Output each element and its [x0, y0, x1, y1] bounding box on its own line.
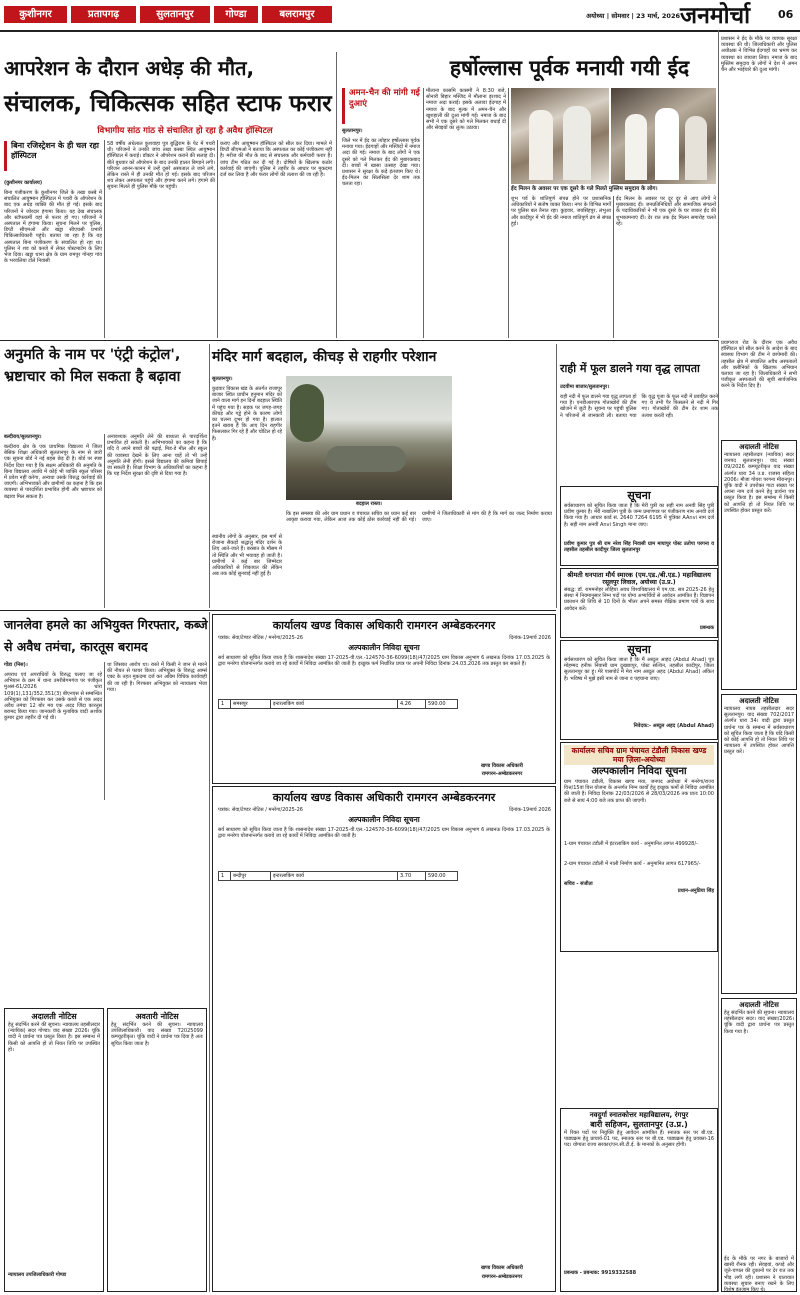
suchna-1-body: सर्वसाधारण को सूचित किया जाता है कि मेरी पुत्री का सही नाम अनवी सिंह पुत्री प्रवीण कुमार है। मेरी नाबालिग पुत्री के जन्म प्रमाणपत्र पर पंजीकरण नाम अनवी दर्ज किया गया है। आधार कार्ड सं. 2640 7264 6195 में पुत्रिका AAnvi नाम दर्ज है। सही नाम अनवी Anvi Singh माना जाए। — [564, 503, 714, 528]
eid-byline: सुलतानपुर। — [342, 128, 363, 134]
right-court-notice-3 — [721, 998, 797, 1292]
tender-2-footer: खण्ड विकास अधिकारी — [481, 1265, 523, 1271]
col-divider — [508, 88, 509, 338]
bed-college-body: में रिक्त पदों पर नियुक्ति हेतु आवेदन आमंत्रित हैं। स्नातक स्तर पर बी.एड. पाठ्यक्रम हेतु प्राचार्य-01 पद, स्नातक स्तर पर बी.एड. पाठ्यक्रम हेतु प्रवक्ता-16 पद। योग्यता राज्य सरकार/एन.सी.टी.ई. के मानकों के अनुसार होगी। — [564, 1130, 714, 1149]
suchna-2-body: सर्वसाधारण को सूचित किया जाता है कि मैं अब्दुल आहद (Abdul Ahad) पुत्र मोहम्मद हनीफ निवासी ग्राम दुखछापुर, पोस्ट सत्थिन, तहसील कादीपुर, जिला सुलतानपुर का हूं। मेरे पासपोर्ट में मेरा नाम अब्दुल अहद (Abdul Ahad) अंकित है। भविष्य में मुझे इसी नाम से जाना व पहचाना जाए। — [564, 657, 714, 682]
suchna-1-title: सूचना — [627, 489, 651, 502]
entry-body-2: अनावश्यक अनुमति लेने की बाध्यता से पारदर्शिता प्रभावित हो सकती है। अभिभावकों का कहना है कि यदि वे अपने बच्चों की पढ़ाई, मिड-डे मील और स्कूल की व्यवस्था देखने के लिए आना चाहें तो भी उन्हें अनुमति लेनी होगी। इससे विद्यालय की कमियां छिपाई जा सकती हैं। शिक्षा विभाग के अधिकारियों का कहना है कि यह निर्देश सुरक्षा की दृष्टि से दिया गया है। — [107, 434, 207, 478]
tender-1-body: सर्व साधारण को सूचित किया जाता है कि शासनादेश संख्या 17-2025-वी.एल.-124570-36-6099(18)/47/2025 ग्राम विकास अनुभाग 6 लखनऊ दिनांक 17.03.2025 के द्वारा मनरेगा योजनान्तर्गत कराये जा रहे कार्यों में निविदा आमंत्रित की जाती है। इच्छुक फर्म निर्धारित प्रपत्र पर अपनी निविदा दिनांक 24.03.2026 तक प्रस्तुत कर सकते हैं। — [218, 655, 550, 668]
photo-figure — [685, 116, 707, 180]
tender-notice-1 — [212, 614, 556, 784]
table-cell: बन्दीपुर — [231, 872, 271, 881]
table-row — [219, 872, 458, 881]
eid-kicker: अमन-चैन की मांगी गई दुआएं — [349, 88, 420, 109]
suchna-1-sign: प्रवीण कुमार पुत्र श्री राम नरेश सिंह निवासी ग्राम मायापुर पोस्ट उतोपा परगना व तहसील तहसील कादीपुर जिला सुलतानपुर — [564, 541, 714, 554]
tender-2-table — [218, 871, 458, 881]
table-cell: 1 — [219, 700, 231, 709]
col-divider — [423, 88, 424, 338]
masthead-rule — [0, 30, 800, 32]
left-court-2-body: हेतु संदर्भित करने की सूचना। न्यायालय उपजिलाधिकारी। वाद संख्या T2025099 कम्प्यूटरीकृत। चूंकि वादी ने प्रार्थना पत्र दिया है अतः सूचित किया जाता है। — [111, 1022, 203, 1047]
right-court-1-body: न्यायालय तहसीलदार (न्यायिक) सदर जनपद सुलतानपुर। वाद संख्या 09/2026 कम्प्यूटरीकृत वाद संख्या अंतर्गत धारा 34 उ.प्र. राजस्व संहिता 2006। मौजा गोयरा परगना मीरानपुर। चूंकि वादी ने उपरोक्त गाटा संख्या पर अपना नाम दर्ज करने हेतु प्रार्थना पत्र प्रस्तुत किया है। इस सम्बन्ध में किसी को आपत्ति हो तो नियत तिथि पर उपस्थित होकर प्रस्तुत करें। — [724, 452, 794, 514]
tender-1-footer: खण्ड विकास अधिकारी — [481, 763, 523, 769]
table-cell: 1 — [219, 872, 231, 881]
tender-2-subtitle: अल्पकालीन निविदा सूचना — [348, 815, 420, 824]
right-body-2: ईद के मौके पर नगर के बाजारों में खासी रौनक रही। सेवइयां, कपड़े और जूते-चप्पल की दुकानों पर देर रात तक भीड़ लगी रही। प्रशासन ने यातायात व्यवस्था सुचारु बनाए रखने के लिए विशेष इंतजाम किए थे। — [724, 1256, 794, 1294]
section-tab[interactable]: सुलतानपुर — [140, 6, 210, 23]
entry-byline: बल्दीराय/सुलतानपुर। — [4, 434, 42, 440]
tender-2-ref: पत्रांक: सेवा/टेण्डर नोटिस / मनरेगा/2025-26 — [218, 807, 303, 813]
col-divider — [613, 196, 614, 338]
temple-byline: सुलतानपुर। — [212, 376, 233, 382]
tender-1-ref: पत्रांक: सेवा/टेण्डर नोटिस / मनरेगा/2025-26 — [218, 635, 303, 641]
col-divider — [718, 30, 719, 338]
left-court-1-title: अदालती नोटिस — [31, 1012, 77, 1021]
photo-puddle — [326, 446, 406, 472]
tender-1-title: कार्यालय खण्ड विकास अधिकारी रामगरन अम्बेडकरनगर — [272, 619, 496, 632]
tender-1-table — [218, 699, 458, 709]
flowers-body: राही नदी में फूल डालने गया वृद्ध लापता हो गया है। एनडीआरएफ गोताखोरों की टीम खोजने में जुटी है। सूचना पर पहुंची पुलिस ने परिजनों से जानकारी ली। बताया गया कि वृद्ध पूजा के फूल नदी में प्रवाहित करने गए थे तभी पैर फिसलने से नदी में गिर गए। गोताखोरों की टीम देर शाम तक तलाश करती रही। — [560, 394, 718, 419]
bed-college-notice — [560, 1108, 718, 1292]
table-cell: 590.00 — [426, 700, 458, 709]
temple-body-2: स्थानीय लोगों के अनुसार, इस मार्ग से रोजाना सैकड़ों श्रद्धालु मंदिर दर्शन के लिए आते-जाते हैं। बरसात के मौसम में तो स्थिति और भी भयावह हो जाती है। ग्रामीणों ने कई बार जिम्मेदार अधिकारियों से शिकायत की लेकिन अब तक कोई सुनवाई नहीं हुई है। — [212, 534, 282, 578]
college-subtitle: रसूलपुर लिवाल, अयोध्या (उ.प्र.) — [602, 579, 676, 586]
suchna-notice-2 — [560, 640, 718, 740]
left-court-1-sign: न्यायालय उपजिलाधिकारी गोण्डा — [8, 1272, 67, 1278]
right-court-1-title: अदालती नोटिस — [739, 443, 779, 451]
table-cell: 590.00 — [426, 872, 458, 881]
temple-body-3: कि इस समस्या की ओर ग्राम प्रधान व पंचायत सचिव का ध्यान कई बार आकृष्ट कराया गया, लेकिन आज तक कोई ठोस कार्रवाई नहीं की गई। ग्रामीणों ने जिलाधिकारी से मांग की है कि मार्ग का जल्द निर्माण कराया जाए। — [286, 511, 552, 524]
eid-col-1: जिले भर में ईद का त्योहार हर्षोल्लास पूर्वक मनाया गया। ईदगाहों और मस्जिदों में नमाज अदा की गई। नमाज के बाद लोगों ने एक दूसरे को गले मिलकर ईद की मुबारकबाद दी। बच्चों में खासा उत्साह देखा गया। प्रशासन ने सुरक्षा के कड़े इंतजाम किए थे। ईद-मिलन का सिलसिला देर शाम तक चलता रहा। — [342, 138, 420, 188]
bed-college-title: नवदुर्गा स्नातकोत्तर महाविद्यालय, रंगपुर — [589, 1111, 689, 1119]
col-divider — [209, 344, 210, 608]
page-number: 06 — [778, 8, 794, 21]
eid-kicker-box — [342, 88, 420, 124]
col-divider — [217, 140, 218, 338]
arrest-byline: गोंडा (निस)। — [4, 662, 28, 668]
lead-headline-1: आपरेशन के दौरान अधेड़ की मौत, — [4, 56, 255, 80]
section-rule — [0, 340, 718, 341]
suchna-notice-1 — [560, 486, 718, 566]
entry-headline: अनुमति के नाम पर 'एंट्री कंट्रोल', भ्रष्टाचार को मिल सकता है बढ़ावा — [4, 347, 181, 385]
suchna-2-sign: निवेदक:- अब्दुल अहद (Abdul Ahad) — [633, 723, 714, 729]
section-tab[interactable]: कुशीनगर — [4, 6, 67, 23]
tender-1-subtitle: अल्पकालीन निविदा सूचना — [348, 643, 420, 652]
lead-col-3: कराए और आयुष्मान हॉस्पिटल को सील कर दिया। मामले में डिप्टी सीएमओ ने बताया कि अस्पताल का कोई पंजीकरण नहीं है। मरीज की मौत के बाद से संचालक और कर्मचारी फरार हैं। जांच टीम गठित कर दी गई है। दोषियों के खिलाफ कठोर कार्रवाई की जाएगी। पुलिस ने तहरीर के आधार पर मुकदमा दर्ज कर लिया है और फरार लोगों की तलाश की जा रही है। — [220, 141, 332, 179]
tender-3-sign-1: सचिव - संजीता — [564, 881, 593, 887]
section-bar — [0, 0, 560, 28]
temple-body: कुड़वार विकास खंड के अंतर्गत राजापुर बाजार स्थित प्राचीन हनुमान मंदिर को जाने वाला मार्ग इन दिनों बदहाल स्थिति में पहुंच गया है। सड़क पर जगह-जगह कीचड़ और गड्ढे होने के कारण लोगों का चलना दूभर हो गया है। हालात इतने खराब हैं कि आए दिन राहगीर फिसलकर गिर रहे हैं और चोटिल हो रहे हैं। — [212, 386, 282, 442]
section-tab[interactable]: गोण्डा — [214, 6, 258, 23]
college-sign: प्रबन्धक — [699, 625, 714, 631]
lead-kicker-text: बिना रजिस्ट्रेशन के ही चल रहा हॉस्पिटल — [11, 141, 99, 160]
eid-col-5: प्रशासन ने ईद के मौके पर व्यापक सुरक्षा व्यवस्था की थी। जिलाधिकारी और पुलिस अधीक्षक ने विभिन्न ईदगाहों का भ्रमण कर व्यवस्था का जायजा लिया। नमाज के बाद मुस्लिम समुदाय के लोगों ने देश में अमन चैन और भाईचारे की दुआ मांगी। — [721, 36, 797, 74]
right-court-2-body: न्यायालय नायब तहसीलदार सदर सुलतानपुर। वाद संख्या 702/2017 अंतर्गत धारा 34। वादी द्वारा प्रस्तुत प्रार्थना पत्र के सम्बन्ध में सर्वसाधारण को सूचित किया जाता है कि यदि किसी को कोई आपत्ति हो तो नियत तिथि पर न्यायालय में उपस्थित होकर आपत्ति प्रस्तुत करें। — [724, 706, 794, 756]
right-court-notice-2 — [721, 694, 797, 994]
eid-col-4: ईद मिलन के अवसर पर दूर दूर से आए लोगों ने मुबारकबाद दी। जनप्रतिनिधियों और सामाजिक संगठनों के पदाधिकारियों ने भी एक दूसरे के घर जाकर ईद की शुभकामनाएं दीं। देर रात तक ईद मिलन समारोह चलते रहे। — [616, 196, 716, 227]
photo-figure — [563, 106, 591, 180]
eid-col-2: मौलाना कासमि कासमी ने 8:30 बजे, सोनारी बिहार मस्जिद में मौलाना इरशाद ने नमाज अदा कराई। इसके अलावा ईदगाह में नमाज के बाद मुल्क में अमन-चैन और खुशहाली की दुआ मांगी गई। नमाज के बाद सभी ने एक दूसरे को गले मिलकर बधाई दी और सेवइयों का लुत्फ उठाया। — [426, 88, 506, 132]
right-body-1: प्रयागराज रोड के दौरान एक अवैध हॉस्पिटल को सील करने के आदेश के बाद स्वास्थ्य विभाग की टीम ने छापेमारी की। तहसील क्षेत्र में संचालित अवैध अस्पतालों और क्लीनिकों के खिलाफ अभियान चलाया जा रहा है। जिलाधिकारी ने सभी पंजीकृत अस्पतालों की सूची सार्वजनिक करने के निर्देश दिए हैं। — [721, 340, 797, 390]
col-divider — [209, 612, 210, 1292]
col-divider — [104, 140, 105, 338]
eid-headline: हर्षोल्लास पूर्वक मनायी गयी ईद — [449, 56, 690, 80]
tender-notice-2 — [212, 786, 556, 1292]
right-court-3-body: हेतु संदर्भित करने की सूचना। न्यायालय तहसीलदार सदर। वाद संख्या/2026। चूंकि वादी द्वारा प्रार्थना पत्र प्रस्तुत किया गया है। — [724, 1010, 794, 1035]
table-cell: इन्टरलाकिंग कार्य — [271, 700, 398, 709]
tender-3-subtitle: अल्पकालीन निविदा सूचना — [591, 766, 687, 777]
lead-kicker — [4, 141, 102, 171]
college-body: संबद्ध: डॉ. राममनोहर लोहिया अवध विश्वविद्यालय में एम.एड. सत्र 2025-26 हेतु संस्था में नियमानुसार निम्न पदों पर योग्य अभ्यर्थियों से आवेदन आमंत्रित हैं। विज्ञापन प्रकाशन की तिथि से 10 दिनों के भीतर अपने समस्त शैक्षिक प्रमाण पत्रों के साथ आवेदन करें। — [564, 587, 714, 612]
photo-tree — [290, 384, 324, 442]
col-divider — [718, 340, 719, 1292]
col-divider — [104, 434, 105, 608]
table-cell: 3.70 — [398, 872, 426, 881]
right-court-2-title: अदालती नोटिस — [739, 697, 779, 705]
left-court-1-body: हेतु संदर्भित करने की सूचना। न्यायालय तहसीलदार (न्यायिक) सदर गोण्डा। वाद संख्या 2026। चूंकि वादी ने प्रार्थना पत्र प्रस्तुत किया है। इस सम्बन्ध में किसी को आपत्ति हो तो नियत तिथि पर उपस्थित हो। — [8, 1022, 100, 1053]
col-divider — [336, 52, 337, 338]
section-tab[interactable]: बलरामपुर — [262, 6, 332, 23]
eid-photo-caption: ईद मिलन के अवसर पर एक दूसरे के गले मिलते मुस्लिम समुदाय के लोग। — [511, 186, 658, 192]
lead-col-1: बिना पंजीकरण के कुशीनगर जिले के तखा कस्बे में संचालित आयुष्मान हॉस्पिटल में पथरी के ऑपरेशन के बाद एक अधेड़ व्यक्ति की मौत हो गई। इसके बाद परिजनों ने जोरदार हंगामा किया। यह देख संचालक और स्टॉफकर्मी वहां से फरार हो गए। परिजनों ने अस्पताल में हंगामा किया। सूचना मिलने पर पुलिस, डिप्टी सीएमओ और खड्डा सीएचसी प्रभारी चिकित्साधिकारी पहुंचे। बताया जा रहा है कि यह अस्पताल बिना पंजीकरण के संचालित हो रहा था। पुलिस ने शव को कब्जे में लेकर पोस्टमार्टम के लिए भेज दिया। खड्डा थाना क्षेत्र के ग्राम रामपुर गोनहा गांव के भरवलिया टोले निवासी — [4, 190, 102, 265]
eid-photo-2 — [611, 88, 716, 184]
tender-3-title: कार्यालय सचिव ग्राम पंचायत टंडौली विकास खण्ड मया ज़िला-अयोध्या — [564, 745, 714, 765]
temple-photo — [286, 376, 452, 500]
right-court-notice-1 — [721, 440, 797, 690]
photo-figure — [529, 110, 553, 180]
photo-figure — [655, 108, 679, 180]
right-court-3-title: अदालती नोटिस — [739, 1001, 779, 1009]
tender-2-title: कार्यालय खण्ड विकास अधिकारी रामगरन अम्बेडकरनगर — [272, 791, 496, 804]
tender-3-item: 2-ग्राम पंचायत टंडौली में नाली निर्माण कार्य - अनुमानित लागत 617965/- — [564, 861, 701, 867]
arrest-body-2: था जिसका आरोप था। रास्ते में किसी ने जान से मारने की नीयत से फायर किया। अभियुक्त के विरुद्ध आर्म्स एक्ट के तहत मुकदमा दर्ज कर अग्रिम विधिक कार्यवाही की जा रही है। गिरफ्तार अभियुक्त को न्यायालय भेजा गया। — [107, 662, 207, 693]
flowers-headline: राही में फूल डालने गया वृद्ध लापता — [560, 362, 700, 375]
col-divider — [556, 344, 557, 608]
left-court-notice-1 — [4, 1008, 104, 1292]
tender-2-date: दिनांक-19मार्च 2026 — [509, 807, 551, 813]
table-row — [219, 700, 458, 709]
tender-1-footer-2: रामगरन-अम्बेडकरनगर — [481, 771, 523, 777]
tender-notice-3 — [560, 742, 718, 952]
tender-3-body: ग्राम पंचायत टंडौली, विकास खण्ड मया, जनपद अयोध्या में मनरेगा/राज्य वित्त/15वां वित्त योजना के अन्तर्गत निम्न कार्यों हेतु इच्छुक फर्मों से निविदा आमंत्रित की जाती है। निविदा दिनांक 22/03/2026 से 28/03/2026 तक प्रातः 10:00 बजे से सायं 4:00 बजे तक प्राप्त की जाएगी। — [564, 779, 714, 804]
section-tab[interactable]: प्रतापगढ़ — [71, 6, 136, 23]
tender-3-sign-2: प्रधान-अनुप्रिया सिंह — [677, 888, 714, 894]
lead-headline-2: संचालक, चिकित्सक सहित स्टाफ फरार — [4, 91, 332, 117]
table-cell: समसपुर — [231, 700, 271, 709]
left-court-2-title: अवतारी नोटिस — [135, 1012, 179, 1021]
col-divider — [104, 662, 105, 800]
suchna-2-title: सूचना — [627, 643, 651, 656]
tender-2-footer-2: रामगरन-अम्बेडकरनगर — [481, 1274, 523, 1280]
photo-figure — [625, 114, 647, 180]
entry-body: बल्दीराय क्षेत्र के एक प्राथमिक विद्यालय में जिला बेसिक शिक्षा अधिकारी सुलतानपुर के नाम से जारी एक सूचना बोर्ड ने नई बहस छेड़ दी है। बोर्ड पर स्पष्ट निर्देश दिया गया है कि सक्षम अधिकारी की अनुमति के बिना विद्यालय अवधि में कोई भी व्यक्ति स्कूल परिसर में प्रवेश नहीं करेगा, अन्यथा उसके विरुद्ध कार्रवाई की जाएगी। अभिभावकों और ग्रामीणों का कहना है कि इस व्यवस्था से पारदर्शिता प्रभावित होगी और भ्रष्टाचार को बढ़ावा मिल सकता है। — [4, 444, 102, 500]
brand-logo: जनमोर्चा — [680, 2, 751, 29]
dateline: अयोध्या | सोमवार | 23 मार्च, 2026 — [586, 12, 680, 20]
lead-byline: (कुशीनगर कार्यालय) — [4, 180, 43, 186]
tender-1-date: दिनांक-19मार्च 2026 — [509, 635, 551, 641]
table-cell: 4.26 — [398, 700, 426, 709]
tender-2-body: सर्व साधारण को सूचित किया जाता है कि शासनादेश संख्या 17-2025-वी.एल.-124570-36-6099(18)/47/2025 ग्राम विकास अनुभाग 6 लखनऊ दिनांक 17.03.2025 के द्वारा मनरेगा योजनान्तर्गत कराये जा रहे कार्यों में निविदा आमंत्रित की जाती है। — [218, 827, 550, 840]
eid-photo-1 — [511, 88, 609, 184]
flowers-byline: उदयीमा बाजार/सुलतानपुर। — [560, 384, 610, 390]
table-cell: इन्टरलाकिंग कार्य — [271, 872, 398, 881]
bed-college-subtitle: बारी सहिजन, सुलतानपुर (उ.प्र.) — [590, 1120, 688, 1129]
eid-col-3: शुभ पर्व के शांतिपूर्ण संपन्न होने पर प्रशासनिक अधिकारियों ने संतोष व्यक्त किया। नगर के विभिन्न मार्गों पर पुलिस बल तैनात रहा। कुड़वार, जयसिंहपुर, लंभुआ और कादीपुर में भी ईद की नमाज शांतिपूर्ण ढंग से संपन्न हुई। — [511, 196, 611, 227]
college-notice — [560, 568, 718, 638]
left-court-notice-2 — [107, 1008, 207, 1292]
temple-headline: मंदिर मार्ग बदहाल, कीचड़ से राहगीर परेशान — [212, 349, 437, 365]
section-rule — [0, 610, 556, 611]
tender-3-item: 1-ग्राम पंचायत टंडौली में इंटरलाकिंग कार्य - अनुमानित लागत 499928/- — [564, 841, 698, 847]
bed-college-sign: प्रबन्धक - प्रबन्धक: 9919332588 — [564, 1270, 637, 1276]
arrest-body: अपराध एवं अपराधियों के विरुद्ध चलाए जा रहे अभियान के क्रम में थाना उमरीबेगमगंज पर पंजीकृत मुअसं-61/2026 धारा 109(1),131/352,351(3) बीएनएस से सम्बन्धित अभियुक्त को गिरफ्तार कर उसके कब्जे से एक अदद अवैध तमंचा 12 बोर मय एक अदद जिंदा कारतूस बरामद किया गया। जानकारी के मुताबिक वादी अशोक कुमार द्वारा तहरीर दी गई थी। — [4, 672, 102, 722]
arrest-headline: जानलेवा हमले का अभियुक्त गिरफ्तार, कब्जे से अवैध तमंचा, कारतूस बरामद — [4, 617, 208, 654]
temple-photo-caption: बदहाल रास्ता। — [356, 501, 382, 507]
lead-deck: विभागीय सांठ गांठ से संचालित हो रहा है अवैध हॉस्पिटल — [97, 126, 273, 136]
lead-col-2: 58 वर्षीय अंधेलाल कुशवाहा पुत्र बुद्धिराम के पेट में पथरी थी। परिजनों ने उनकी जांच तखा कस्बा स्थित आयुष्मान हॉस्पिटल में कराई। डॉक्टर ने ऑपरेशन कराने की सलाह दी। बीते बुधवार को ऑपरेशन के बाद उनकी हालत बिगड़ने लगी। परिजन आनन-फानन में उन्हें दूसरे अस्पताल ले जाने लगे, लेकिन रास्ते में ही उनकी मौत हो गई। इसके बाद परिजन शव लेकर अस्पताल पहुंचे और हंगामा करने लगे। हंगामे की सूचना मिलते ही पुलिस मौके पर पहुंची। — [107, 141, 215, 191]
college-title: श्रीमती धनपाता मौर्य स्मारक (एम.एड./बी.एड.) महाविद्यालय — [567, 571, 711, 579]
